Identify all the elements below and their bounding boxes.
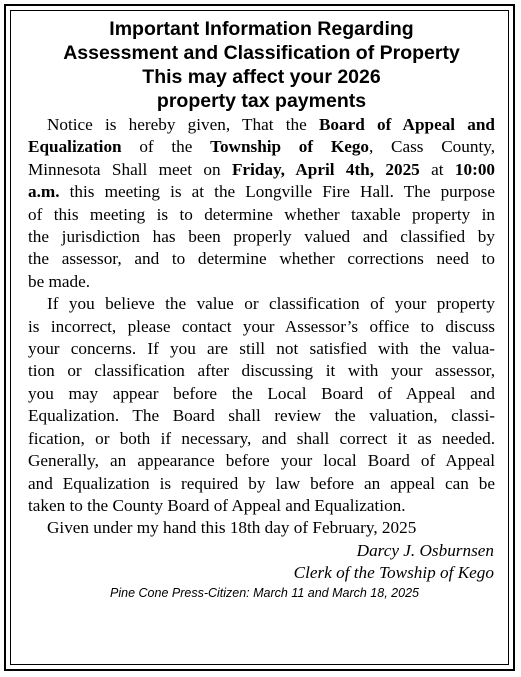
paragraph-1-line-8: be made. bbox=[28, 271, 91, 291]
notice-headline bbox=[28, 17, 495, 113]
meeting-time-bold: 10:00 bbox=[454, 159, 496, 179]
paragraph-1-line-5: of this meeting is to determine whether taxable property in bbox=[28, 204, 495, 224]
headline-line-2: Assessment and Classification of Property bbox=[63, 42, 460, 64]
signature-title: Clerk of the Towship of Kego bbox=[293, 563, 494, 583]
headline-line-4: property tax payments bbox=[156, 90, 367, 112]
paragraph-2-line-5: you may appear before the Local Board of Appeal and bbox=[28, 383, 495, 403]
paragraph-2-line-6: Equalization. The Board shall review the valuation, classi- bbox=[28, 406, 495, 426]
township-name-bold: Township of Kego bbox=[210, 137, 370, 157]
paragraph-1-line-7: the assessor, and to determine whether corrections need to bbox=[28, 249, 495, 269]
text-run: Notice is hereby given, That the bbox=[47, 115, 319, 134]
notice-box bbox=[10, 10, 509, 665]
text-run: Minnesota Shall meet on bbox=[28, 159, 232, 179]
paragraph-2-line-3: your concerns. If you are still not satisfied with the valua- bbox=[28, 339, 495, 359]
text-run: of the bbox=[121, 137, 211, 157]
paragraph-2-line-2: is incorrect, please contact your Assessor’s office to discuss bbox=[28, 316, 495, 336]
text-run: this meeting is at the Longville Fire Hall. The purpose bbox=[59, 182, 495, 202]
given-line: Given under my hand this 18th day of February, 2025 bbox=[47, 518, 417, 538]
paragraph-2-line-4: tion or classification after discussing it with your assessor, bbox=[28, 361, 495, 381]
headline-line-3: This may affect your 2026 bbox=[142, 66, 381, 88]
notice-paragraph-1 bbox=[28, 114, 495, 293]
signature-name: Darcy J. Osburnsen bbox=[356, 540, 494, 560]
text-run: , Cass County, bbox=[369, 137, 495, 157]
meeting-date-bold: Friday, April 4th, 2025 bbox=[231, 159, 420, 179]
paragraph-1-line-1 bbox=[28, 114, 495, 136]
notice-border bbox=[4, 4, 515, 671]
paragraph-1-line-4 bbox=[28, 181, 495, 203]
paragraph-2-line-8: Generally, an appearance before your local Board of Appeal bbox=[28, 451, 495, 471]
paragraph-2-line-9: and Equalization is required by law before an appeal can be bbox=[28, 473, 495, 493]
paragraph-2-line-10: taken to the County Board of Appeal and Equalization. bbox=[28, 495, 406, 515]
text-run: at bbox=[419, 159, 455, 179]
board-name-bold: Board of Appeal and bbox=[318, 115, 495, 134]
meeting-time-ampm-bold: a.m. bbox=[28, 182, 60, 202]
paragraph-2-line-1: If you believe the value or classification of your property bbox=[47, 294, 495, 314]
paragraph-1-line-2 bbox=[28, 136, 495, 158]
headline-line-1: Important Information Regarding bbox=[109, 18, 414, 40]
paragraph-1-line-6: the jurisdiction has been properly valued and classified by bbox=[28, 227, 495, 247]
publication-footer: Pine Cone Press-Citizen: March 11 and March 18, 2025 bbox=[110, 585, 419, 600]
paragraph-1-line-3 bbox=[28, 159, 495, 181]
paragraph-2-line-7: fication, or both if necessary, and shall correct it as needed. bbox=[28, 428, 495, 448]
notice-paragraph-2 bbox=[28, 293, 495, 517]
given-under-hand bbox=[28, 517, 495, 539]
equalization-bold: Equalization bbox=[28, 137, 122, 157]
